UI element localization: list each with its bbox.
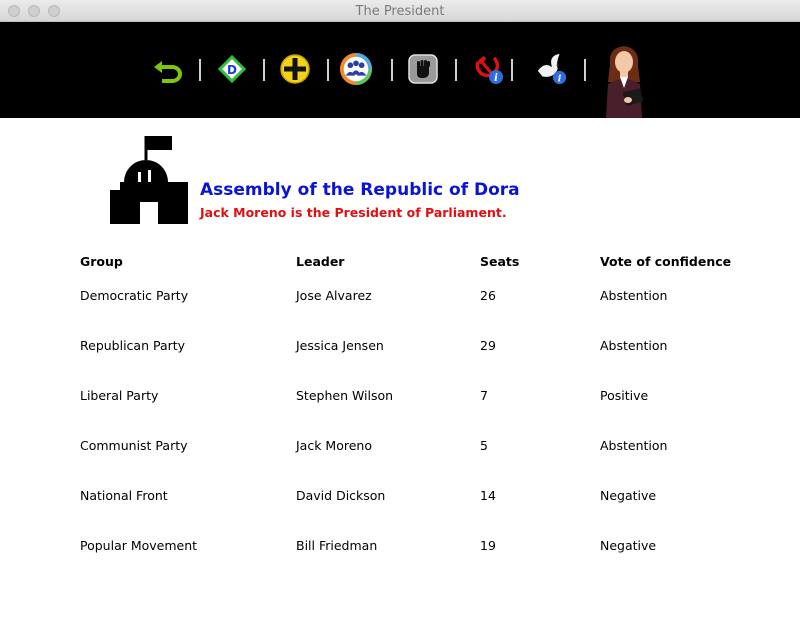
toolbar-separator [263,59,265,81]
cell-group: Communist Party [80,438,188,453]
cell-vote: Negative [600,538,657,553]
parliament-building-icon [108,134,190,230]
toolbar [0,22,800,118]
cross-plus-icon[interactable] [278,52,312,86]
window-titlebar [0,0,800,22]
back-arrow-icon[interactable] [151,52,185,86]
democratic-party-icon[interactable] [215,52,249,86]
cell-group: Liberal Party [80,388,159,403]
cell-leader: Stephen Wilson [296,388,394,403]
header-seats: Seats [480,254,520,269]
cell-vote: Positive [600,388,649,403]
toolbar-separator [584,59,586,81]
toolbar-separator [391,59,393,81]
svg-text:i: i [557,73,562,85]
header-leader: Leader [296,254,345,269]
cell-seats: 26 [480,288,496,303]
window-title: The President [355,4,445,19]
cell-leader: Jose Alvarez [296,288,372,303]
cell-group: Republican Party [80,338,186,353]
cell-seats: 5 [480,438,488,453]
header-group: Group [80,254,123,269]
toolbar-separator [327,59,329,81]
cell-vote: Abstention [600,438,668,453]
toolbar-separator [455,59,457,81]
cell-seats: 19 [480,538,496,553]
cell-vote: Negative [600,488,657,503]
group-people-icon[interactable] [339,52,373,86]
cell-group: Democratic Party [80,288,189,303]
cell-seats: 29 [480,338,496,353]
hammer-sickle-info-icon[interactable] [472,52,506,86]
fist-icon[interactable] [406,52,440,86]
assembly-subtitle: Jack Moreno is the President of Parliament. [200,205,507,220]
cell-vote: Abstention [600,288,668,303]
cell-leader: Jessica Jensen [296,338,384,353]
toolbar-separator [199,59,201,81]
assembly-title: Assembly of the Republic of Dora [200,180,520,200]
cell-seats: 7 [480,388,488,403]
cell-group: Popular Movement [80,538,198,553]
cell-seats: 14 [480,488,496,503]
svg-text:i: i [494,73,498,84]
header-vote: Vote of confidence [600,254,732,269]
cell-vote: Abstention [600,338,668,353]
democratic-party-letter: D [227,63,237,77]
toolbar-separator [511,59,513,81]
dove-info-icon[interactable] [535,52,569,86]
cell-group: National Front [80,488,168,503]
cell-leader: David Dickson [296,488,386,503]
cell-leader: Bill Friedman [296,538,378,553]
advisor-avatar-icon[interactable] [598,42,650,118]
cell-leader: Jack Moreno [296,438,372,453]
